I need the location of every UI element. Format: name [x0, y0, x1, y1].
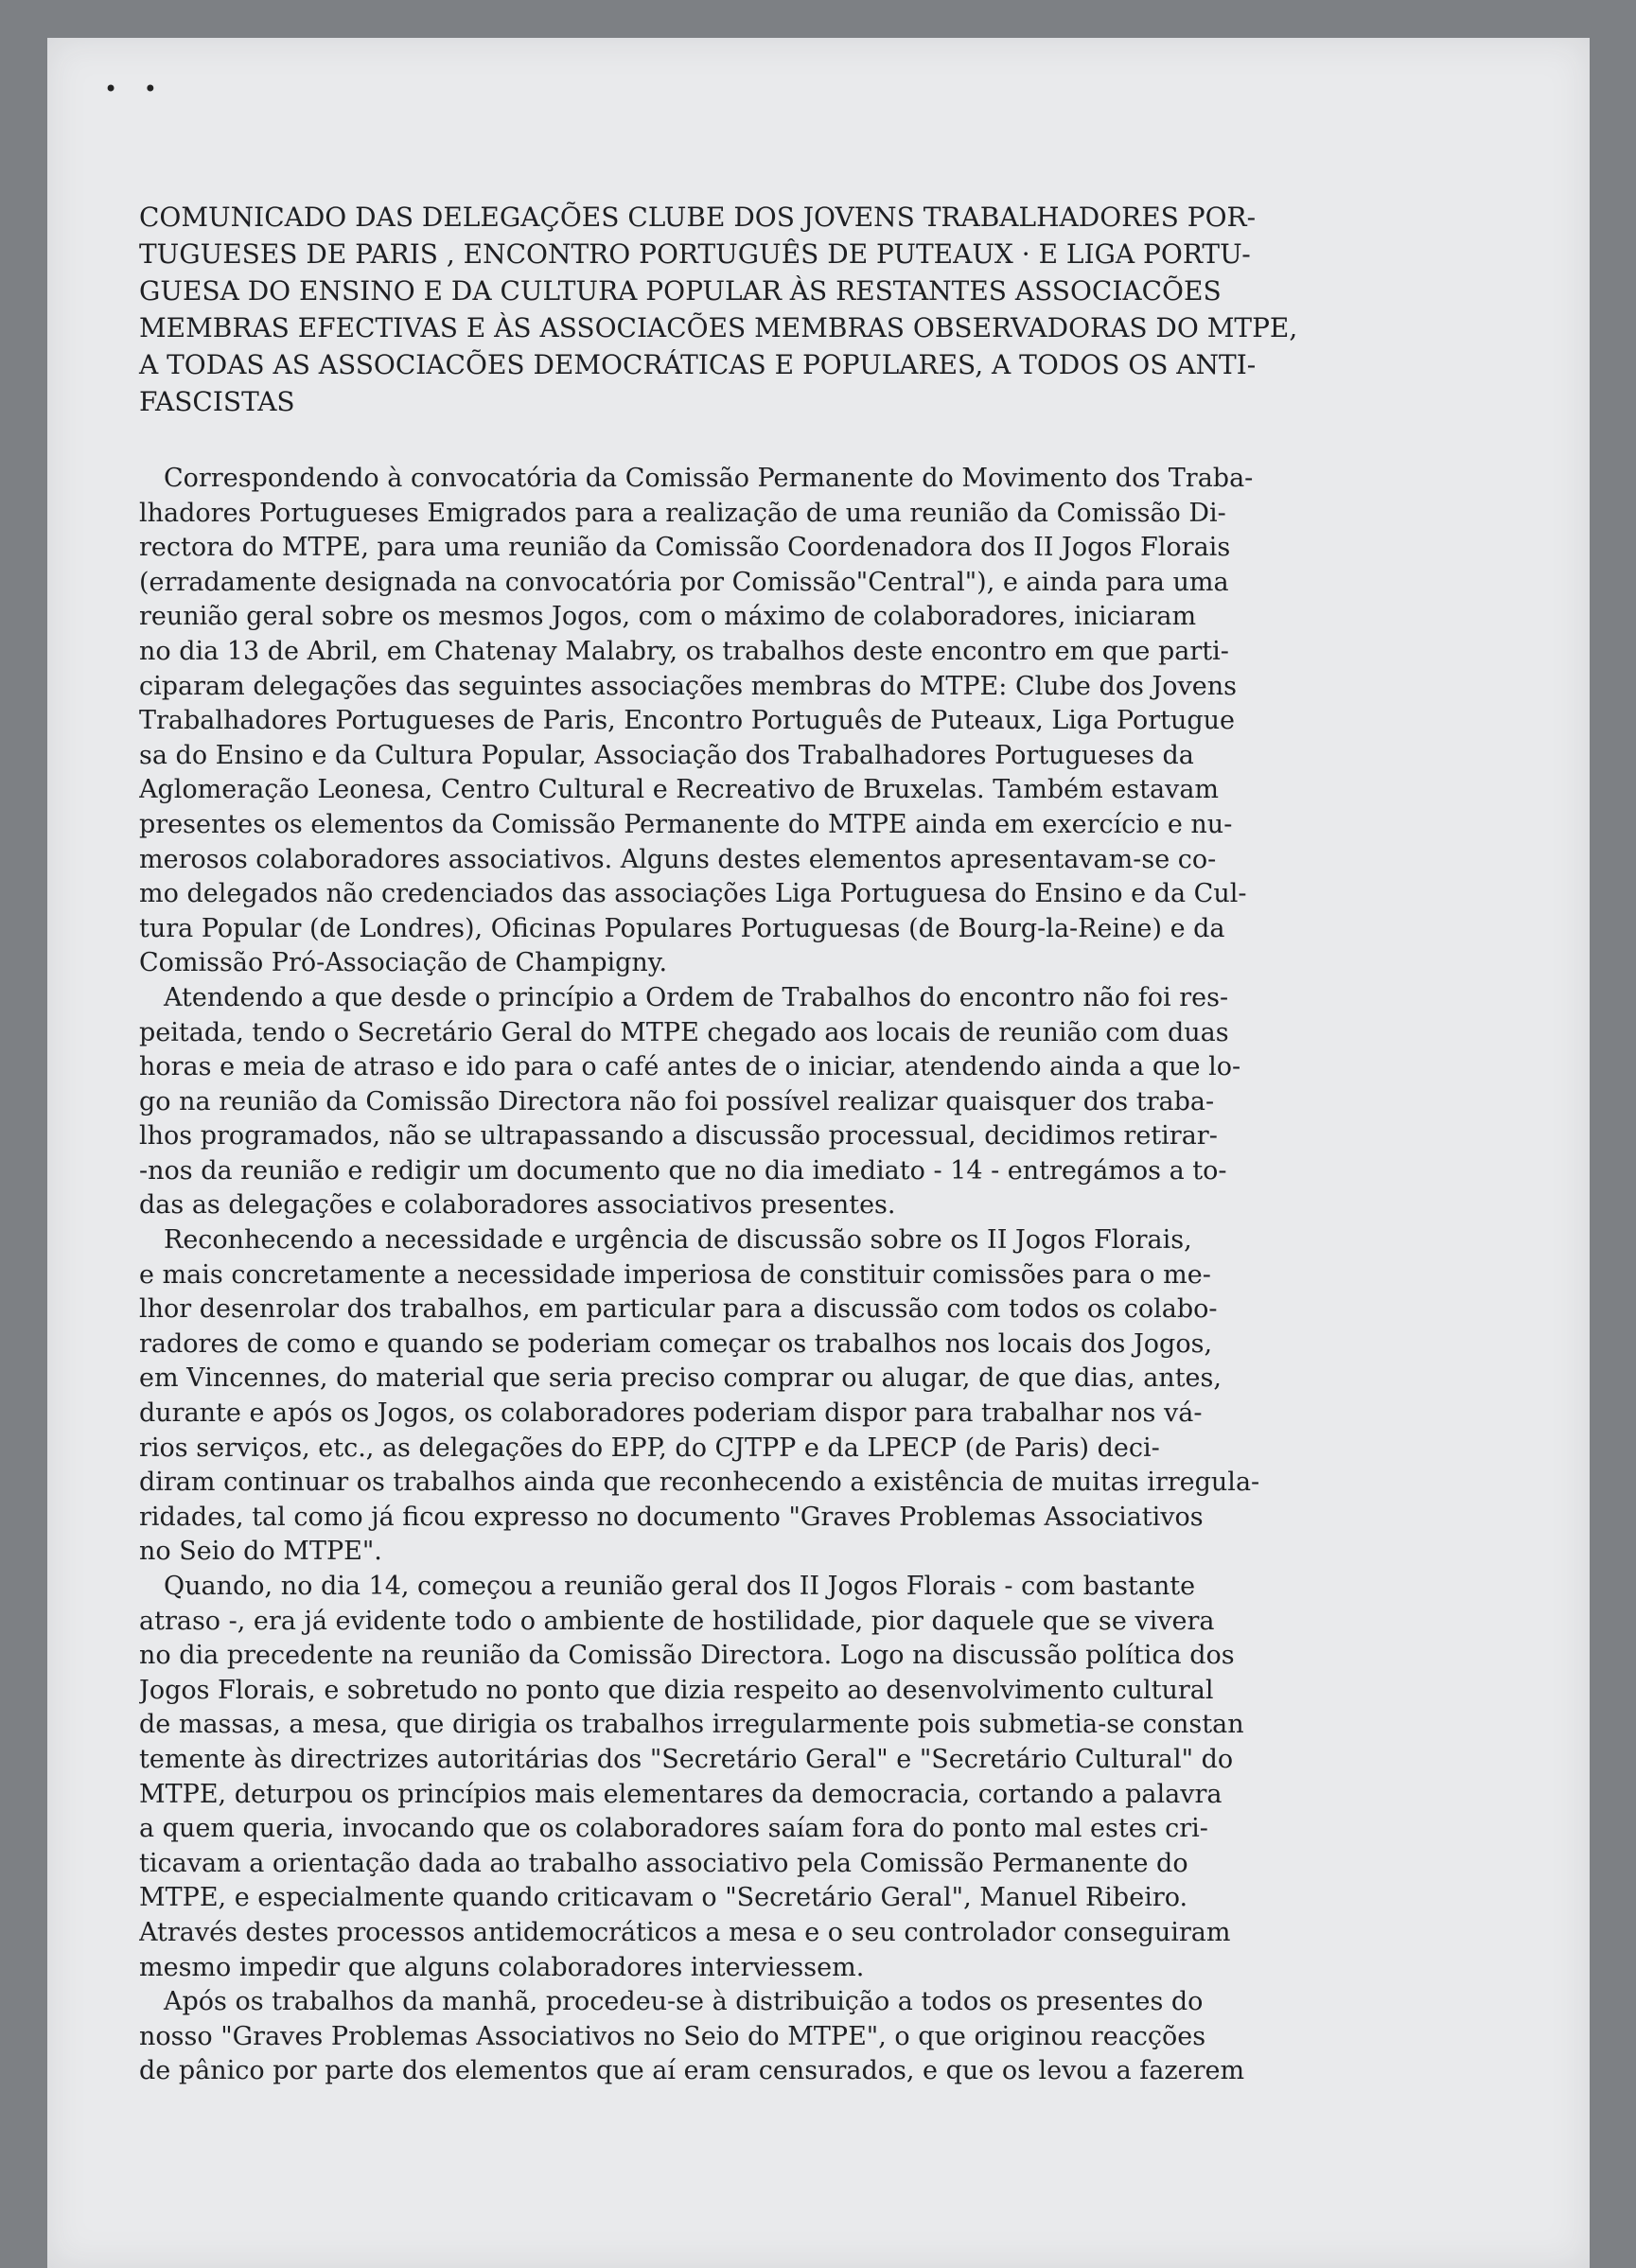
punch-marks: • •: [104, 76, 167, 102]
body-line: (erradamente designada na convocatória por Comissão"Central"), e ainda para uma: [139, 567, 1229, 597]
body-line: lhos programados, não se ultrapassando a discussão processual, decidimos retirar-: [139, 1121, 1218, 1152]
body-line: rios serviços, etc., as delegações do EPP, do CJTPP e da LPECP (de Paris) deci-: [139, 1433, 1160, 1463]
heading-line: A TODAS AS ASSOCIACÕES DEMOCRÁTICAS E POPULARES, A TODOS OS ANTI-: [139, 349, 1257, 380]
body-line: durante e após os Jogos, os colaboradores poderiam dispor para trabalhar nos vá-: [139, 1398, 1203, 1429]
body-line: ticavam a orientação dada ao trabalho associativo pela Comissão Permanente do: [139, 1848, 1188, 1878]
body-line: temente às directrizes autoritárias dos "Secretário Geral" e "Secretário Cultural" do: [139, 1744, 1234, 1774]
body-line: lhor desenrolar dos trabalhos, em particular para a discussão com todos os colabo-: [139, 1294, 1218, 1325]
body-line: no dia precedente na reunião da Comissão Directora. Logo na discussão política dos: [139, 1641, 1235, 1671]
body-line: em Vincennes, do material que seria preciso comprar ou alugar, de que dias, antes,: [139, 1363, 1222, 1394]
heading-line: FASCISTAS: [139, 386, 295, 417]
body-line: de pânico por parte dos elementos que aí eram censurados, e que os levou a fazerem: [139, 2056, 1245, 2086]
body-line: sa do Ensino e da Cultura Popular, Associação dos Trabalhadores Portugueses da: [139, 740, 1194, 770]
body-line: Jogos Florais, e sobretudo no ponto que dizia respeito ao desenvolvimento cultural: [139, 1675, 1214, 1705]
document-body: [139, 462, 1530, 2089]
body-line: Através destes processos antidemocráticos a mesa e o seu controlador conseguiram: [139, 1917, 1231, 1947]
body-line: Trabalhadores Portugueses de Paris, Encontro Português de Puteaux, Liga Portugue: [139, 706, 1236, 736]
body-line: tura Popular (de Londres), Oficinas Populares Portuguesas (de Bourg-la-Reine) e da: [139, 913, 1225, 943]
body-line: a quem queria, invocando que os colaboradores saíam fora do ponto mal estes cri-: [139, 1814, 1208, 1844]
body-line: das as delegações e colaboradores associativos presentes.: [139, 1190, 896, 1221]
body-line: Aglomeração Leonesa, Centro Cultural e Recreativo de Bruxelas. Também estavam: [139, 775, 1220, 805]
body-line: no Seio do MTPE".: [139, 1537, 382, 1567]
heading-line: GUESA DO ENSINO E DA CULTURA POPULAR ÀS RESTANTES ASSOCIACÕES: [139, 275, 1222, 307]
body-line: e mais concretamente a necessidade imperiosa de constituir comissões para o me-: [139, 1259, 1211, 1290]
heading-line: TUGUESES DE PARIS , ENCONTRO PORTUGUÊS DE PUTEAUX · E LIGA PORTU-: [139, 238, 1251, 270]
body-line: atraso -, era já evidente todo o ambiente de hostilidade, pior daquele que se vivera: [139, 1606, 1215, 1636]
body-line: mo delegados não credenciados das associações Liga Portuguesa do Ensino e da Cul-: [139, 879, 1247, 909]
body-line: Comissão Pró-Associação de Champigny.: [139, 948, 668, 978]
document-page: [47, 38, 1590, 2268]
body-line: Atendendo a que desde o princípio a Ordem de Trabalhos do encontro não foi res-: [164, 982, 1229, 1012]
body-line: Após os trabalhos da manhã, procedeu-se à distribuição a todos os presentes do: [164, 1987, 1204, 2017]
body-line: Quando, no dia 14, começou a reunião geral dos II Jogos Florais - com bastante: [164, 1572, 1196, 1601]
body-line: Reconhecendo a necessidade e urgência de discussão sobre os II Jogos Florais,: [164, 1225, 1192, 1256]
body-line: mesmo impedir que alguns colaboradores interviessem.: [139, 1952, 865, 1982]
body-line: MTPE, e especialmente quando criticavam o "Secretário Geral", Manuel Ribeiro.: [139, 1883, 1188, 1913]
body-line: ciparam delegações das seguintes associações membras do MTPE: Clube dos Jovens: [139, 671, 1238, 701]
body-line: peitada, tendo o Secretário Geral do MTPE chegado aos locais de reunião com duas: [139, 1017, 1229, 1047]
body-line: -nos da reunião e redigir um documento que no dia imediato - 14 - entregámos a to-: [139, 1155, 1227, 1186]
body-line: diram continuar os trabalhos ainda que reconhecendo a existência de muitas irregula-: [139, 1468, 1260, 1498]
body-line: no dia 13 de Abril, em Chatenay Malabry, os trabalhos deste encontro em que parti-: [139, 636, 1229, 666]
body-line: rectora do MTPE, para uma reunião da Comissão Coordenadora dos II Jogos Florais: [139, 533, 1231, 563]
body-line: horas e meia de atraso e ido para o café antes de o iniciar, atendendo ainda a que lo-: [139, 1052, 1241, 1082]
body-line: nosso "Graves Problemas Associativos no Seio do MTPE", o que originou reacções: [139, 2021, 1206, 2051]
body-line: de massas, a mesa, que dirigia os trabalhos irregularmente pois submetia-se constan: [139, 1710, 1244, 1740]
body-line: MTPE, deturpou os princípios mais elementares da democracia, cortando a palavra: [139, 1779, 1223, 1809]
body-line: presentes os elementos da Comissão Permanente do MTPE ainda em exercício e nu-: [139, 809, 1233, 839]
body-line: radores de como e quando se poderiam começar os trabalhos nos locais dos Jogos,: [139, 1328, 1213, 1359]
body-line: Correspondendo à convocatória da Comissão Permanente do Movimento dos Traba-: [164, 464, 1254, 493]
document-heading: [139, 199, 1521, 420]
body-line: lhadores Portugueses Emigrados para a realização de uma reunião da Comissão Di-: [139, 498, 1226, 528]
heading-line: COMUNICADO DAS DELEGAÇÕES CLUBE DOS JOVENS TRABALHADORES POR-: [139, 202, 1257, 233]
body-line: reunião geral sobre os mesmos Jogos, com o máximo de colaboradores, iniciaram: [139, 602, 1197, 632]
body-line: go na reunião da Comissão Directora não foi possível realizar quaisquer dos traba-: [139, 1086, 1215, 1116]
heading-line: MEMBRAS EFECTIVAS E ÀS ASSOCIACÕES MEMBRAS OBSERVADORAS DO MTPE,: [139, 312, 1298, 343]
body-line: ridades, tal como já ficou expresso no documento "Graves Problemas Associativos: [139, 1502, 1204, 1532]
body-line: merosos colaboradores associativos. Alguns destes elementos apresentavam-se co-: [139, 844, 1217, 874]
